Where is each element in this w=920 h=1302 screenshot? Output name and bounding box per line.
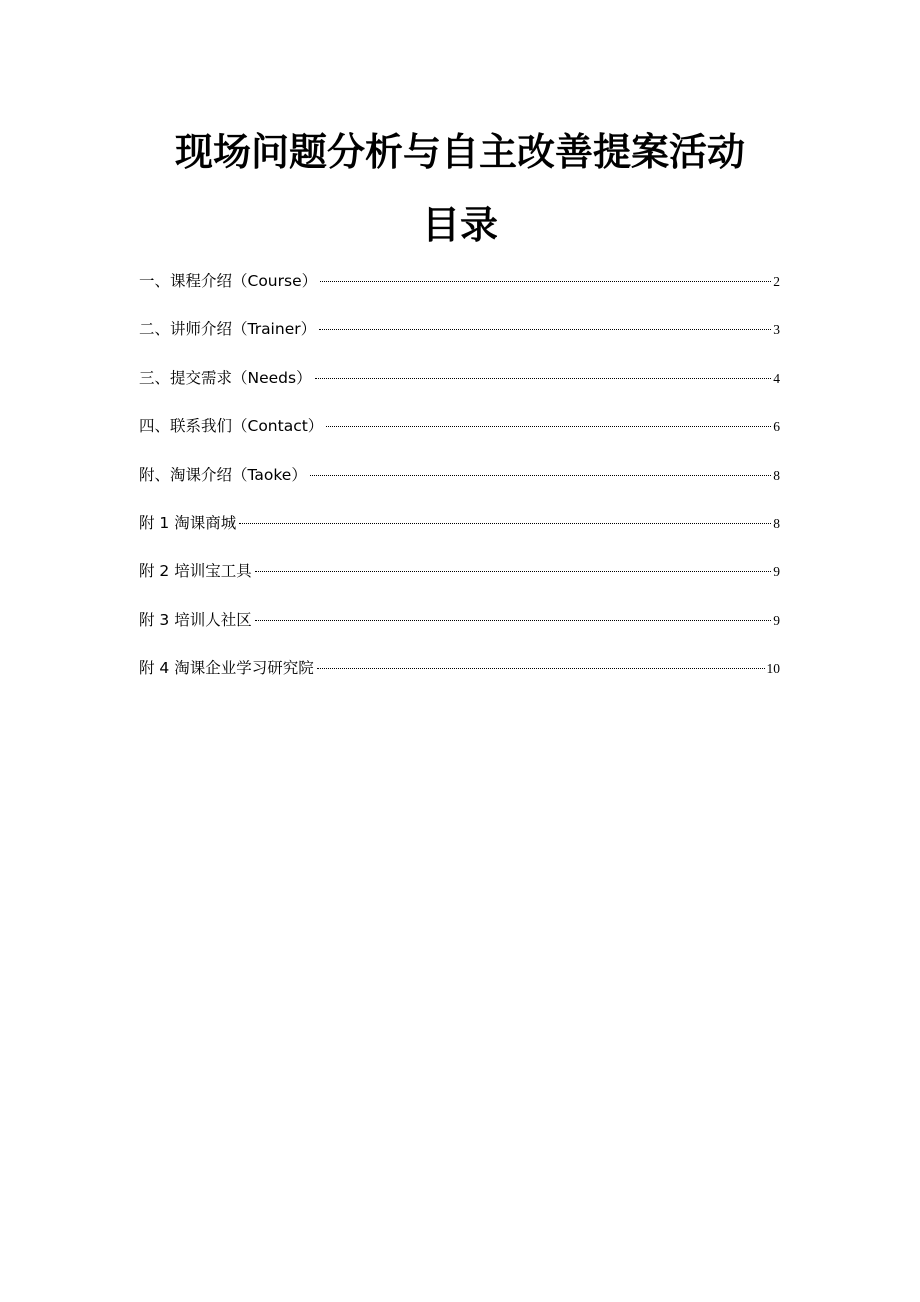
toc-dot-leader <box>326 426 771 427</box>
toc-entry-label: 附、淘课介绍（Taoke） <box>139 465 307 484</box>
toc-entry-appendix-3[interactable] <box>139 606 780 654</box>
toc-dot-leader <box>310 475 771 476</box>
toc-entry-page: 8 <box>773 515 780 531</box>
toc-entry-page: 8 <box>773 467 780 483</box>
toc-entry-page: 3 <box>773 322 780 338</box>
toc-entry-label: 附 2 培训宝工具 <box>139 562 252 581</box>
toc-dot-leader <box>319 329 771 330</box>
toc-entry-taoke[interactable] <box>139 461 780 509</box>
toc-entry-page: 2 <box>773 274 780 289</box>
toc-entry-label: 二、讲师介绍（Trainer） <box>139 320 317 339</box>
toc-entry-page: 9 <box>773 564 780 580</box>
toc-entry-appendix-2[interactable] <box>139 557 780 605</box>
toc-entry-label: 附 4 淘课企业学习研究院 <box>139 659 314 678</box>
table-of-contents <box>139 267 780 703</box>
document-title: 现场问题分析与自主改善提案活动 <box>174 130 745 174</box>
toc-entry-label: 附 1 淘课商城 <box>139 513 237 532</box>
toc-entry-page: 6 <box>773 419 780 435</box>
toc-entry-appendix-1[interactable] <box>139 509 780 557</box>
toc-heading: 目录 <box>421 203 498 247</box>
toc-entry-course[interactable] <box>139 267 780 315</box>
toc-entry-trainer[interactable] <box>139 315 780 363</box>
toc-entry-page: 9 <box>773 612 780 628</box>
toc-dot-leader <box>255 620 772 621</box>
toc-entry-needs[interactable] <box>139 364 780 412</box>
toc-entry-label: 四、联系我们（Contact） <box>139 417 324 436</box>
toc-dot-leader <box>320 281 771 282</box>
toc-entry-label: 一、课程介绍（Course） <box>139 272 318 290</box>
toc-entry-label: 三、提交需求（Needs） <box>139 368 312 387</box>
toc-dot-leader <box>315 378 772 379</box>
toc-entry-page: 4 <box>773 370 780 386</box>
toc-entry-page: 10 <box>766 661 780 677</box>
toc-entry-label: 附 3 培训人社区 <box>139 610 252 629</box>
toc-entry-appendix-4[interactable] <box>139 654 780 702</box>
toc-dot-leader <box>255 571 772 572</box>
toc-entry-contact[interactable] <box>139 412 780 460</box>
toc-dot-leader <box>317 668 765 669</box>
toc-dot-leader <box>239 523 771 524</box>
